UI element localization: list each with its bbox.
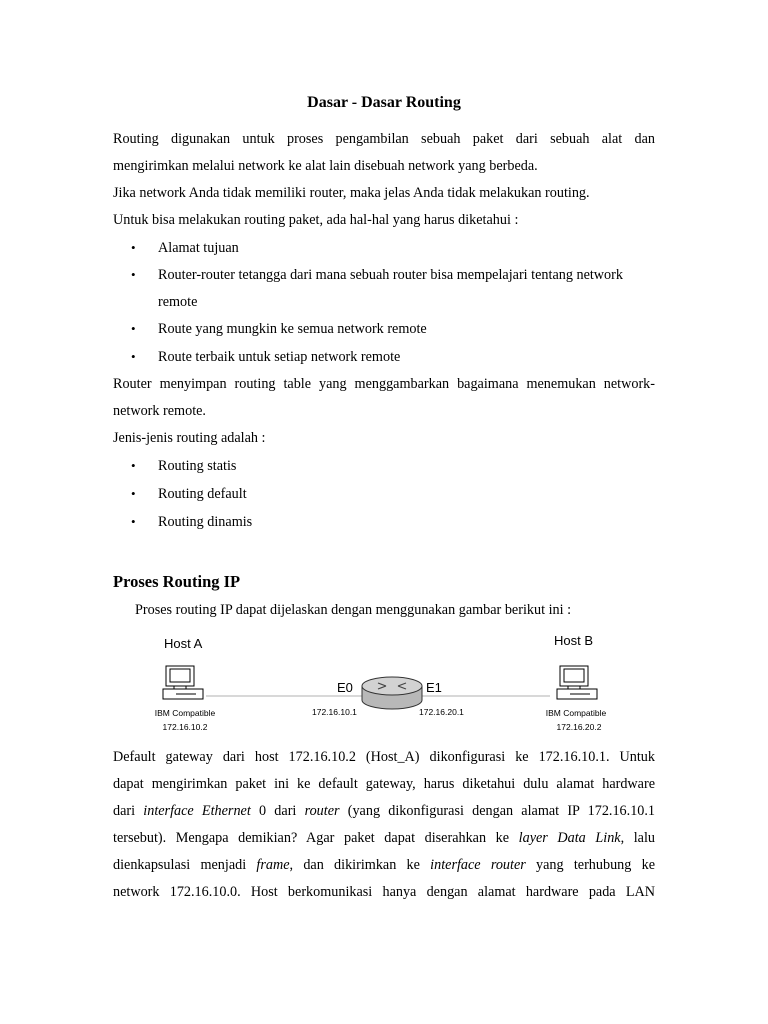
section-title: Proses Routing IP <box>113 572 241 591</box>
text-run: tersebut). Mengapa demikian? Agar paket dapat diserahkan ke <box>113 830 519 846</box>
text-run-italic: layer Data Link <box>518 830 621 846</box>
bullet-marker: • <box>131 240 136 255</box>
paragraph-line: network 172.16.10.0. Host berkomunikasi hanya dengan alamat hardware pada LAN <box>113 884 655 900</box>
list-item: Routing statis <box>158 458 237 474</box>
bullet-marker: • <box>131 349 136 364</box>
e1-ip: 172.16.20.1 <box>419 707 464 717</box>
paragraph-line <box>113 803 655 820</box>
text-run: 0 dari <box>250 803 305 819</box>
bullet-marker: • <box>131 321 136 336</box>
bullet-marker: • <box>131 514 136 529</box>
text-run: , lalu <box>620 830 656 846</box>
e0-ip: 172.16.10.1 <box>312 707 357 717</box>
host-b-ip: 172.16.20.2 <box>556 722 602 732</box>
text-run: dienkapsulasi menjadi <box>113 857 257 873</box>
text-run-italic: frame <box>256 857 290 873</box>
paragraph-line: Default gateway dari host 172.16.10.2 (Host_A) dikonfigurasi ke 172.16.10.1. Untuk <box>113 749 655 765</box>
text-run: dari <box>113 803 144 819</box>
text-run: , dan dikirimkan ke <box>289 857 431 873</box>
host-a-caption: IBM Compatible <box>154 708 216 718</box>
text-run-italic: interface Ethernet <box>143 803 251 819</box>
list-item: Routing dinamis <box>158 514 253 530</box>
text-run: (yang dikonfigurasi dengan alamat IP 172.16.10.1 <box>339 803 656 819</box>
paragraph-line: Router menyimpan routing table yang menggambarkan bagaimana menemukan network- <box>113 376 655 392</box>
bullet-marker: • <box>131 486 136 501</box>
e1-label: E1 <box>426 680 442 695</box>
paragraph-line <box>113 830 655 847</box>
host-a-label: Host A <box>164 636 203 651</box>
list-item: Route terbaik untuk setiap network remote <box>158 349 401 365</box>
bullet-marker: • <box>131 267 136 282</box>
page-title: Dasar - Dasar Routing <box>307 94 461 111</box>
paragraph-line: Jenis-jenis routing adalah : <box>113 430 266 446</box>
router-icon <box>362 677 422 709</box>
paragraph-line: Jika network Anda tidak memiliki router, maka jelas Anda tidak melakukan routing. <box>113 185 590 201</box>
text-run: yang terhubung ke <box>525 857 655 873</box>
paragraph-line: Routing digunakan untuk proses pengambilan sebuah paket dari sebuah alat dan <box>113 131 655 147</box>
list-item: Alamat tujuan <box>158 240 239 256</box>
list-item: Routing default <box>158 486 247 502</box>
paragraph-line: Untuk bisa melakukan routing paket, ada hal-hal yang harus diketahui : <box>113 212 519 228</box>
text-run-italic: router <box>304 803 340 819</box>
paragraph-line <box>113 857 655 874</box>
e0-label: E0 <box>337 680 353 695</box>
text-run-italic: interface router <box>430 857 526 873</box>
host-a-ip: 172.16.10.2 <box>162 722 208 732</box>
computer-icon <box>557 666 597 699</box>
paragraph-line: mengirimkan melalui network ke alat lain disebuah network yang berbeda. <box>113 158 538 174</box>
paragraph-line: Proses routing IP dapat dijelaskan dengan menggunakan gambar berikut ini : <box>135 602 572 618</box>
bullet-marker: • <box>131 458 136 473</box>
list-item-continuation: remote <box>158 294 198 310</box>
host-b-caption: IBM Compatible <box>545 708 607 718</box>
list-item: Route yang mungkin ke semua network remote <box>158 321 427 337</box>
computer-icon <box>163 666 203 699</box>
network-diagram <box>140 628 620 740</box>
paragraph-line: network remote. <box>113 403 206 419</box>
host-b-label: Host B <box>554 633 594 648</box>
paragraph-line: dapat mengirimkan paket ini ke default gateway, harus diketahui dulu alamat hardware <box>113 776 655 792</box>
list-item: Router-router tetangga dari mana sebuah router bisa mempelajari tentang network <box>158 267 623 283</box>
